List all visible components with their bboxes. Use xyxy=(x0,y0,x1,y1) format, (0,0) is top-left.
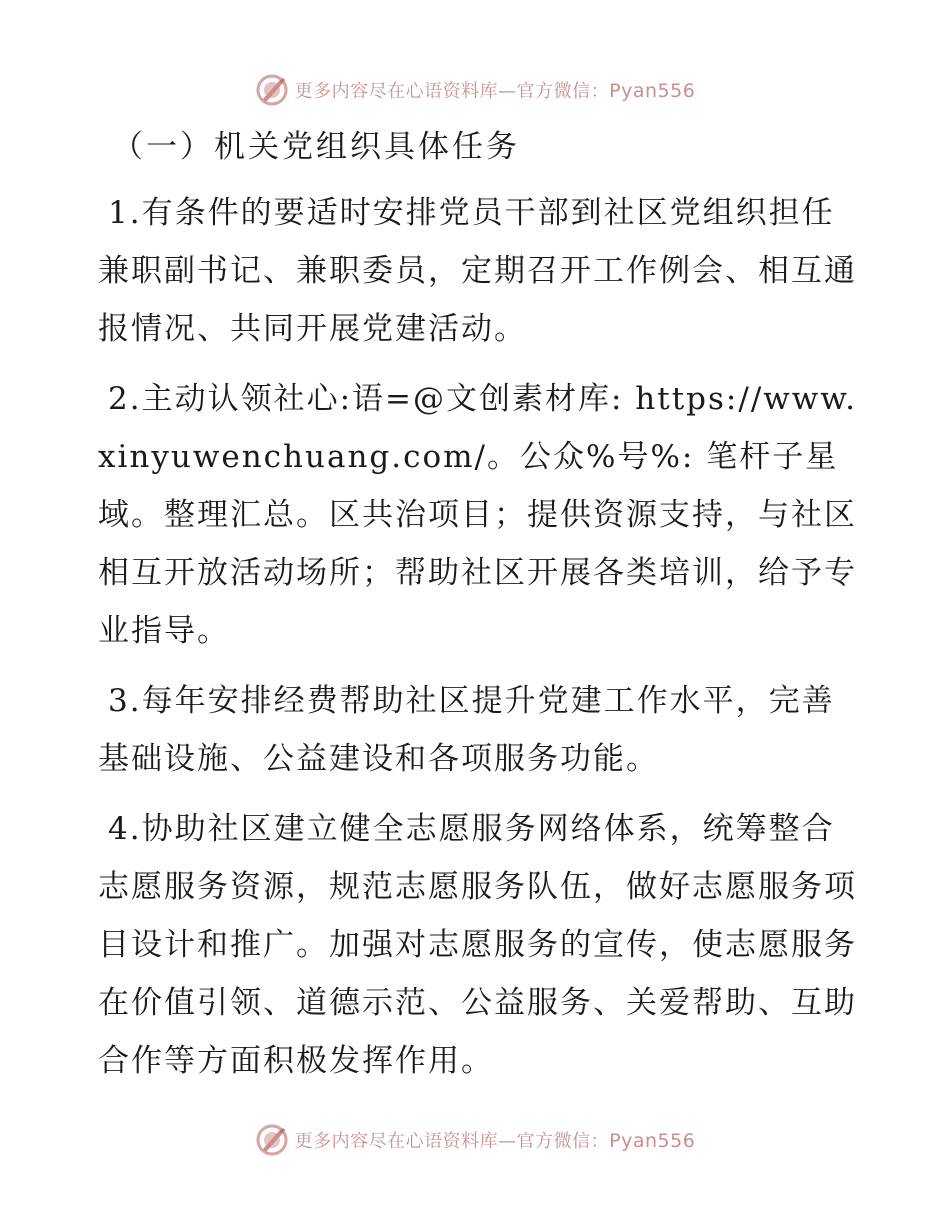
paragraph-1: 1.有条件的要适时安排党员干部到社区党组织担任兼职副书记、兼职委员，定期召开工作例会、相互通报情况、共同开展党建活动。 xyxy=(98,195,857,347)
section-heading: （一）机关党组织具体任务 xyxy=(112,129,520,165)
document-body xyxy=(98,120,858,1102)
paragraph-4: 4.协助社区建立健全志愿服务网络体系，统筹整合志愿服务资源，规范志愿服务队伍，做好志愿服务项目设计和推广。加强对志愿服务的宣传，使志愿服务在价值引领、道德示范、公益服务、关爱帮助、互助合作等方面积极发挥作用。 xyxy=(98,811,857,1079)
watermark-text: 更多内容尽在心语资料库—官方微信：Pyan556 xyxy=(294,80,696,102)
watermark-text: 更多内容尽在心语资料库—官方微信：Pyan556 xyxy=(294,1130,696,1152)
watermark-footer xyxy=(0,1120,950,1160)
paragraph-3: 3.每年安排经费帮助社区提升党建工作水平，完善基础设施、公益建设和各项服务功能。 xyxy=(98,683,835,777)
watermark-header xyxy=(0,70,950,110)
pen-logo-icon xyxy=(255,73,289,107)
pen-logo-icon xyxy=(255,1123,289,1157)
paragraph-2: 2.主动认领社心:语=@文创素材库: https://www.xinyuwenchuang.com/。公众%号%: 笔杆子星域。整理汇总。区共治项目；提供资源支持，与社区相互开放活动场所；帮助社区开展各类培训，给予专业指导。 xyxy=(98,381,858,649)
